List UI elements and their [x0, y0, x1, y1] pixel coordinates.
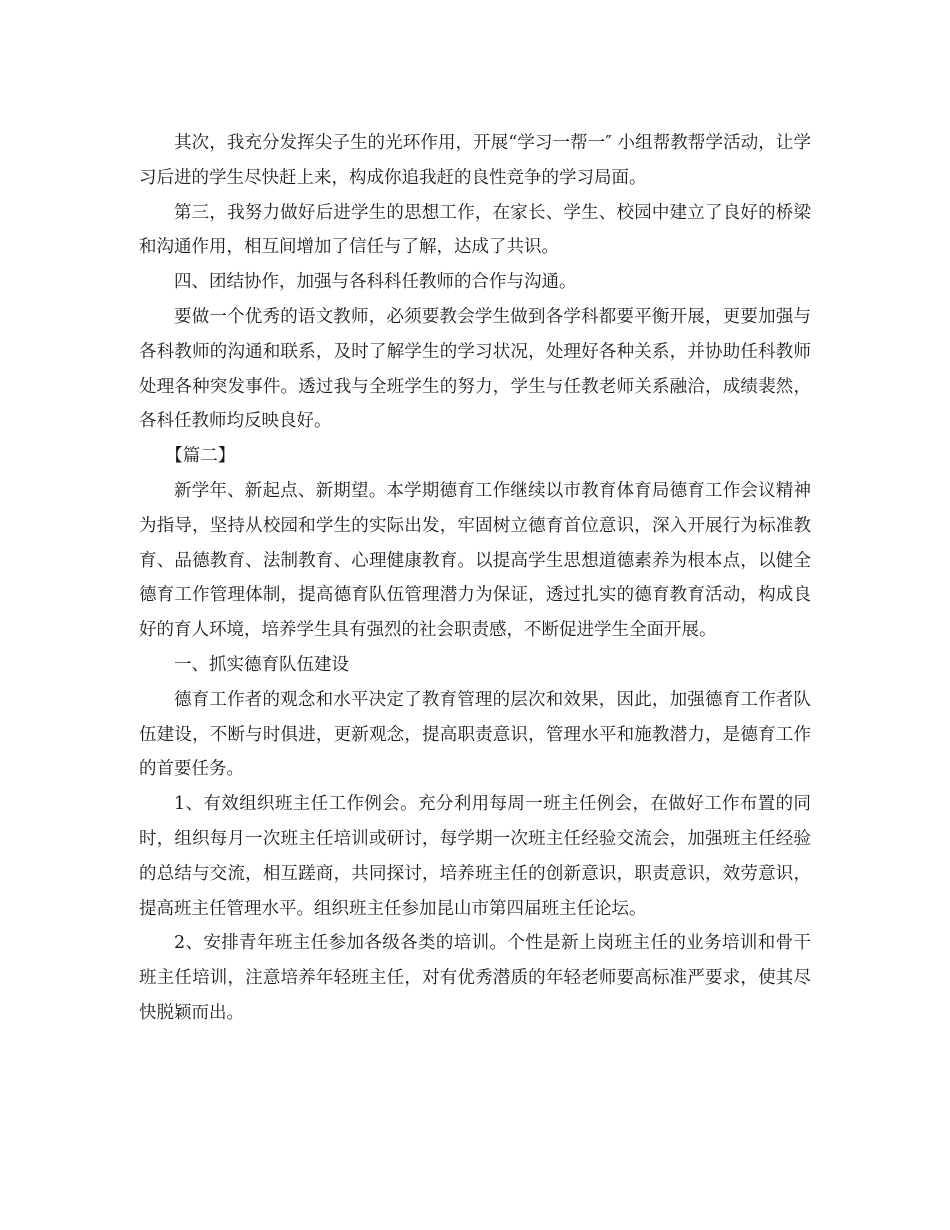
- paragraph: 新学年、新起点、新期望。本学期德育工作继续以市教育体育局德育工作会议精神为指导，坚持从校园和学生的实际出发，牢固树立德育首位意识，深入开展行为标准教育、品德教育、法制教育、心理健康教育。以提高学生思想道德素养为根本点，以健全德育工作管理体制，提高德育队伍管理潜力为保证，透过扎实的德育教育活动，构成良好的育人环境，培养学生具有强烈的社会职责感，不断促进学生全面开展。: [139, 480, 811, 641]
- paragraph: 其次，我充分发挥尖子生的光环作用，开展“学习一帮一″ 小组帮教帮学活动，让学习后进的学生尽快赶上来，构成你追我赶的良性竞争的学习局面。: [139, 133, 811, 188]
- part-heading: 【篇二】: [165, 446, 236, 467]
- paragraph: 要做一个优秀的语文教师，必须要教会学生做到各学科都要平衡开展，更要加强与各科教师的沟通和联系，及时了解学生的学习状况，处理好各种关系，并协助任科教师处理各种突发事件。透过我与全班学生的努力，学生与任教老师关系融洽，成绩裴然，各科任教师均反映良好。: [139, 306, 811, 432]
- paragraph: 1、有效组织班主任工作例会。充分利用每周一班主任例会，在做好工作布置的同时，组织每月一次班主任培训或研讨，每学期一次班主任经验交流会，加强班主任经验的总结与交流，相互蹉商，共同探讨，培养班主任的创新意识，职责意识，效劳意识，提高班主任管理水平。组织班主任参加昆山市第四届班主任论坛。: [139, 794, 811, 919]
- paragraph: 德育工作者的观念和水平决定了教育管理的层次和效果，因此，加强德育工作者队伍建设，不断与时俱进，更新观念，提高职责意识，管理水平和施教潜力，是德育工作的首要任务。: [139, 689, 811, 780]
- paragraph: 第三，我努力做好后进学生的思想工作，在家长、学生、校园中建立了良好的桥梁和沟通作用，相互间增加了信任与了解，达成了共识。: [139, 202, 811, 258]
- section-heading: 四、团结协作，加强与各科科任教师的合作与沟通。: [174, 272, 577, 293]
- document-body: [139, 126, 811, 1031]
- section-heading: 一、抓实德育队伍建设: [174, 654, 349, 675]
- paragraph: 2、安排青年班主任参加各级各类的培训。个性是新上岗班主任的业务培训和骨干班主任培训，注意培养年轻班主任，对有优秀潜质的年轻老师要高标准严要求，使其尽快脱颖而出。: [139, 933, 811, 1023]
